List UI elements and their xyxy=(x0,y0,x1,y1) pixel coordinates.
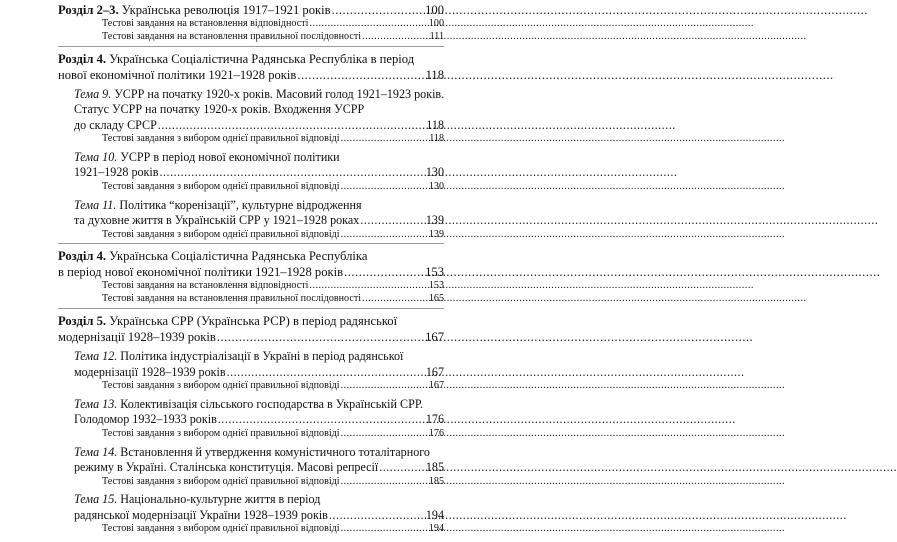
page-number: 165 xyxy=(428,293,444,305)
topic-title: Політика “коренізації”, культурне відродження xyxy=(116,197,362,212)
toc-entry[interactable] xyxy=(58,313,444,329)
section-title: Українська Соціалістична Радянська Республіка в період xyxy=(106,51,415,66)
toc-section-4 xyxy=(58,51,444,245)
test-title: Тестові завдання з вибором однієї правильної відповіді xyxy=(102,427,340,439)
toc-topic-continuation[interactable] xyxy=(58,460,444,476)
toc-section-4-tests xyxy=(58,248,444,309)
toc-test-entry[interactable] xyxy=(58,380,444,393)
section-title: модернізації 1928–1939 років xyxy=(58,330,216,345)
toc-test-entry[interactable] xyxy=(58,229,444,242)
dot-leader xyxy=(341,380,428,390)
dot-leader xyxy=(158,118,425,130)
topic-title: Встановлення й утвердження комуністичного тоталітарного xyxy=(117,444,430,459)
toc-test-entry[interactable] xyxy=(58,428,444,441)
section-label: Розділ 4. xyxy=(58,51,107,66)
topic-title: до складу СРСР xyxy=(74,117,157,132)
page-number: 153 xyxy=(428,280,444,292)
section-label: Розділ 2–3. xyxy=(58,3,119,17)
toc-topic-continuation[interactable] xyxy=(58,213,444,229)
page-number: 176 xyxy=(428,427,444,439)
page-number: 130 xyxy=(425,165,444,180)
topic-title: 1921–1928 років xyxy=(74,165,159,180)
toc-topic-continuation[interactable] xyxy=(58,508,444,524)
toc-section-2-3 xyxy=(58,2,444,47)
topic-label: Тема 11. xyxy=(74,197,117,212)
topic-title: режиму в Україні. Сталінська конституція. Масові репресії xyxy=(74,460,379,475)
toc-test-entry[interactable] xyxy=(58,293,444,306)
toc-entry-continuation[interactable] xyxy=(58,329,444,345)
test-title: Тестові завдання на встановлення правильної послідовності xyxy=(102,30,362,42)
toc-test-entry[interactable] xyxy=(58,181,444,194)
dot-leader xyxy=(341,428,428,438)
toc-entry[interactable] xyxy=(58,2,444,18)
test-title: Тестові завдання на встановлення правильної послідовності xyxy=(102,293,362,305)
section-title: в період нової економічної політики 1921–1928 років xyxy=(58,265,344,280)
dot-leader xyxy=(217,329,424,342)
page-number: 185 xyxy=(425,460,444,475)
topic-label: Тема 15. xyxy=(74,492,118,507)
page-number: 194 xyxy=(425,507,444,522)
topic-label: Тема 10. xyxy=(74,149,118,164)
toc-topic-entry[interactable] xyxy=(58,198,444,214)
page-number: 194 xyxy=(428,523,444,535)
test-title: Тестові завдання на встановлення відповідності xyxy=(102,18,309,29)
topic-label: Тема 9. xyxy=(74,86,112,101)
page-number: 139 xyxy=(425,213,444,228)
dot-leader xyxy=(341,229,428,239)
test-title: Тестові завдання на встановлення відповідності xyxy=(102,280,309,292)
dot-leader xyxy=(160,165,425,177)
dot-leader xyxy=(309,280,427,290)
toc-topic-entry[interactable] xyxy=(58,492,444,508)
toc-topic-continuation[interactable] xyxy=(58,365,444,381)
topic-title: модернізації 1928–1939 років xyxy=(74,364,226,379)
topic-title: радянської модернізації України 1928–1939 років xyxy=(74,507,328,522)
toc-test-entry[interactable] xyxy=(58,523,444,536)
toc-topic-entry[interactable] xyxy=(58,87,444,103)
topic-title: та духовне життя в Українській СРР у 1921–1928 роках xyxy=(74,213,360,228)
toc-entry-continuation[interactable] xyxy=(58,264,444,280)
page-number: 167 xyxy=(425,330,444,345)
dot-leader xyxy=(362,293,428,303)
dot-leader xyxy=(218,412,425,424)
toc-topic-entry[interactable] xyxy=(58,445,444,461)
topic-label: Тема 13. xyxy=(74,396,118,411)
section-title: Українська Соціалістична Радянська Республіка xyxy=(106,249,368,264)
test-title: Тестові завдання з вибором однієї правильної відповіді xyxy=(102,228,340,240)
dot-leader xyxy=(362,31,429,41)
toc-test-entry[interactable] xyxy=(58,280,444,293)
dot-leader xyxy=(341,476,428,486)
topic-title: УСРР в період нової економічної політики xyxy=(117,149,340,164)
dot-leader xyxy=(309,18,427,28)
page-number: 130 xyxy=(428,180,444,192)
test-title: Тестові завдання з вибором однієї правильної відповіді xyxy=(102,475,340,487)
topic-title: Статус УСРР на початку 1920-х років. Входження УСРР xyxy=(74,102,365,117)
section-title: нової економічної політики 1921–1928 років xyxy=(58,67,297,82)
section-title: Українська революція 1917–1921 років xyxy=(118,3,331,17)
table-of-contents xyxy=(58,2,444,542)
page-number: 176 xyxy=(425,412,444,427)
topic-title: Політика індустріалізації в Україні в період радянської xyxy=(117,349,404,364)
dot-leader xyxy=(227,365,425,377)
dot-leader xyxy=(341,133,429,143)
dot-leader xyxy=(341,523,428,533)
toc-topic-continuation[interactable] xyxy=(58,102,444,118)
page-number: 118 xyxy=(429,133,444,145)
topic-title: Національно-культурне життя в період xyxy=(117,492,321,507)
toc-entry[interactable] xyxy=(58,51,444,67)
page-number: 167 xyxy=(428,380,444,392)
dot-leader xyxy=(297,67,424,80)
dot-leader xyxy=(341,181,428,191)
test-title: Тестові завдання з вибором однієї правильної відповіді xyxy=(102,180,340,192)
topic-title: Голодомор 1932–1933 років xyxy=(74,412,217,427)
dot-leader xyxy=(329,508,425,520)
toc-topic-continuation[interactable] xyxy=(58,412,444,428)
topic-title: УСРР на початку 1920-х років. Масовий голод 1921–1923 років. xyxy=(111,86,445,101)
toc-topic-entry[interactable] xyxy=(58,150,444,166)
toc-test-entry[interactable] xyxy=(58,133,444,146)
test-title: Тестові завдання з вибором однієї правильної відповіді xyxy=(102,133,340,145)
toc-test-entry[interactable] xyxy=(58,18,444,31)
dot-leader xyxy=(332,2,425,15)
page-number: 118 xyxy=(426,117,444,132)
page-number: 153 xyxy=(425,265,444,280)
page-number: 139 xyxy=(428,228,444,240)
toc-entry[interactable] xyxy=(58,248,444,264)
toc-test-entry[interactable] xyxy=(58,31,444,44)
page-number: 111 xyxy=(429,30,444,42)
toc-entry-continuation[interactable] xyxy=(58,67,444,83)
topic-title: Колективізація сільського господарства в Українській СРР. xyxy=(117,396,424,411)
toc-test-entry[interactable] xyxy=(58,476,444,489)
toc-topic-continuation[interactable] xyxy=(58,118,444,134)
section-label: Розділ 4. xyxy=(58,249,107,264)
toc-topic-entry[interactable] xyxy=(58,397,444,413)
topic-label: Тема 14. xyxy=(74,444,118,459)
page-number: 100 xyxy=(428,18,444,29)
dot-leader xyxy=(360,213,425,225)
page-number: 100 xyxy=(425,3,444,17)
dot-leader xyxy=(344,264,424,277)
toc-topic-continuation[interactable] xyxy=(58,165,444,181)
page-number: 118 xyxy=(425,67,444,82)
topic-label: Тема 12. xyxy=(74,349,118,364)
section-title: Українська СРР (Українська РСР) в період радянської xyxy=(106,314,398,329)
page-number: 167 xyxy=(425,364,444,379)
test-title: Тестові завдання з вибором однієї правильної відповіді xyxy=(102,380,340,392)
dot-leader xyxy=(379,460,425,472)
section-label: Розділ 5. xyxy=(58,314,107,329)
page-number: 185 xyxy=(428,475,444,487)
toc-topic-entry[interactable] xyxy=(58,349,444,365)
toc-section-5 xyxy=(58,313,444,538)
test-title: Тестові завдання з вибором однієї правильної відповіді xyxy=(102,523,340,535)
